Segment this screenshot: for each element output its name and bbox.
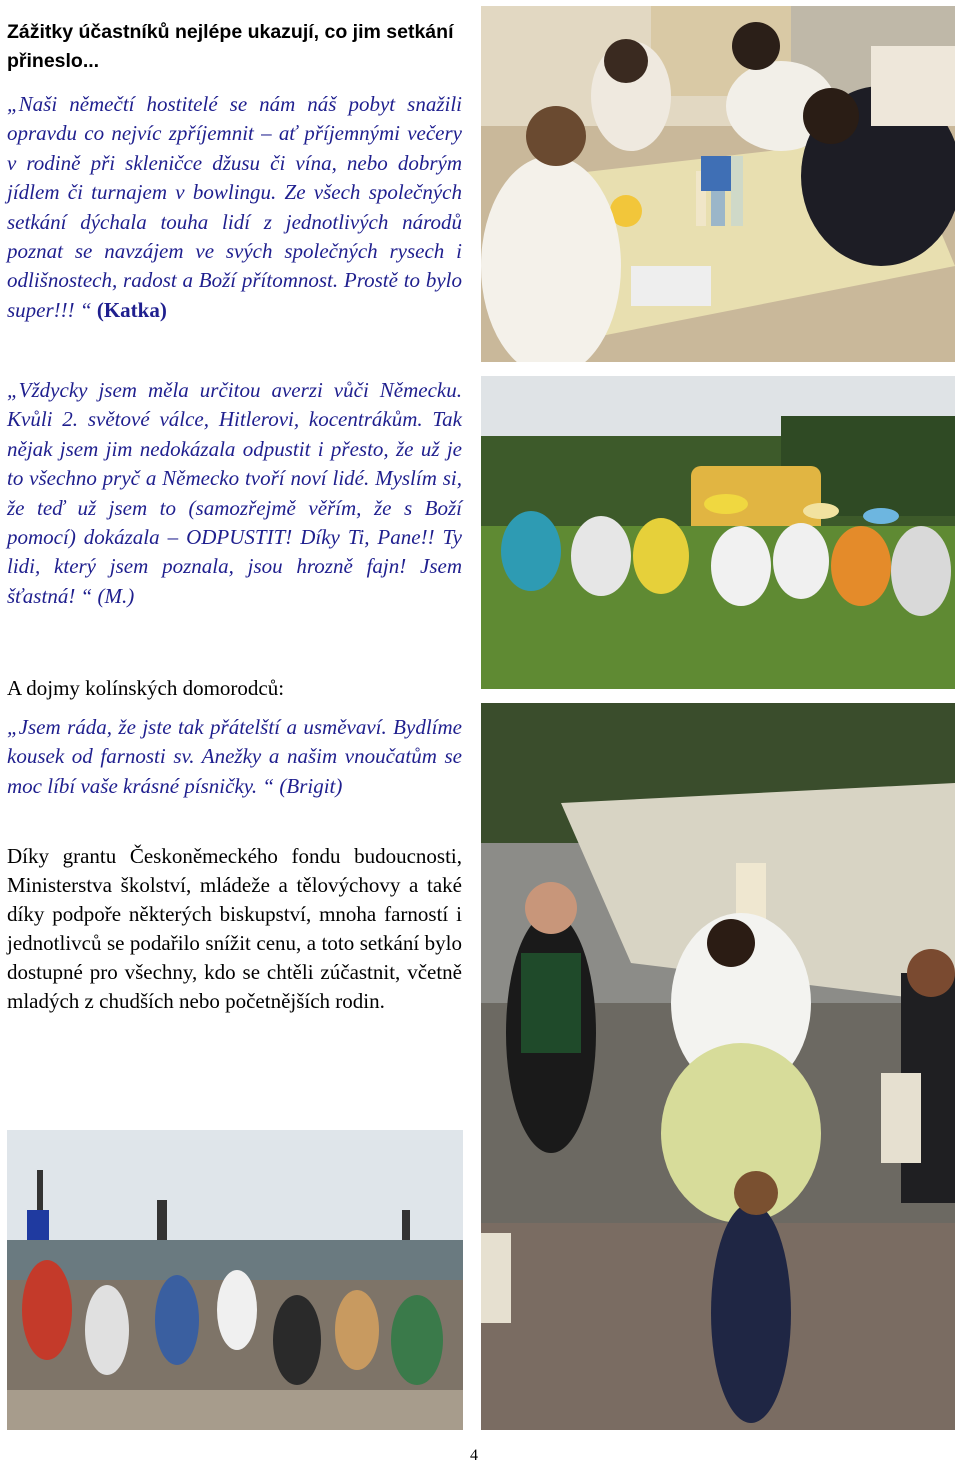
quote-brigit [7, 713, 462, 801]
quote-katka-signature: (Katka) [96, 297, 167, 322]
crowd-field-photo [7, 1130, 463, 1430]
crowd-field-illustration [7, 1130, 463, 1430]
quote-brigit-signature: (Brigit) [279, 773, 343, 798]
quote-m [7, 376, 462, 611]
group-sitting-on-grass-photo [481, 376, 955, 689]
quote-katka [7, 90, 462, 325]
quote-m-signature: (M.) [97, 583, 135, 608]
procession-illustration [481, 703, 955, 1430]
page-heading: Zážitky účastníků nejlépe ukazují, co jim setkání přineslo... [7, 21, 454, 72]
quote-m-text: „Vždycky jsem měla určitou averzi vůči Německu. Kvůli 2. světové válce, Hitlerovi, kocentrákům. Tak nějak jsem jim nedokázala odpustit i přesto, že už je to všechno pryč a Německo tvoří noví lidé. Myslím si, že teď už jsem to (samozřejmě věřím, že s Boží pomocí) dokázala – ODPUSTIT! Díky Ti, Pane!! Ty lidi, který jsem poznala, jsou hrozně fajn! Jsem šťastná! “ [7, 378, 462, 608]
quote-katka-text: „Naši němečtí hostitelé se nám náš pobyt snažili opravdu co nejvíc zpříjemnit – ať příjemnými večery v rodině při skleničce džusu či vína, nebo dobrým jídlem či turnajem v bowlingu. Ze všech společných setkání dýchala touha lidí z jednotlivých národů poznat se navzájem ve svých společných rysech i odlišnostech, radost a Boží přítomnost. Prostě to bylo super!!! “ [7, 92, 462, 322]
group-at-table-photo [481, 6, 955, 362]
folk-costume-procession-photo [481, 703, 955, 1430]
group-on-grass-illustration [481, 376, 955, 689]
thanks-paragraph: Díky grantu Českoněmeckého fondu budoucnosti, Ministerstva školství, mládeže a tělovýchovy a také díky podpoře některých biskupství, mnoha farností i jednotlivců se podařilo snížit cenu, a toto setkání bylo dostupné pro všechny, kdo se chtěli zúčastnit, včetně mladých z chudších nebo početnějších rodin. [7, 844, 462, 1013]
group-at-table-illustration [481, 6, 955, 362]
locals-heading: A dojmy kolínských domorodců: [7, 676, 285, 700]
quote-brigit-text: „Jsem ráda, že jste tak přátelští a usměvaví. Bydlíme kousek od farnosti sv. Anežky a našim vnoučatům se moc líbí vaše krásné písničky. “ [7, 715, 462, 798]
page-number: 4 [470, 1447, 478, 1464]
